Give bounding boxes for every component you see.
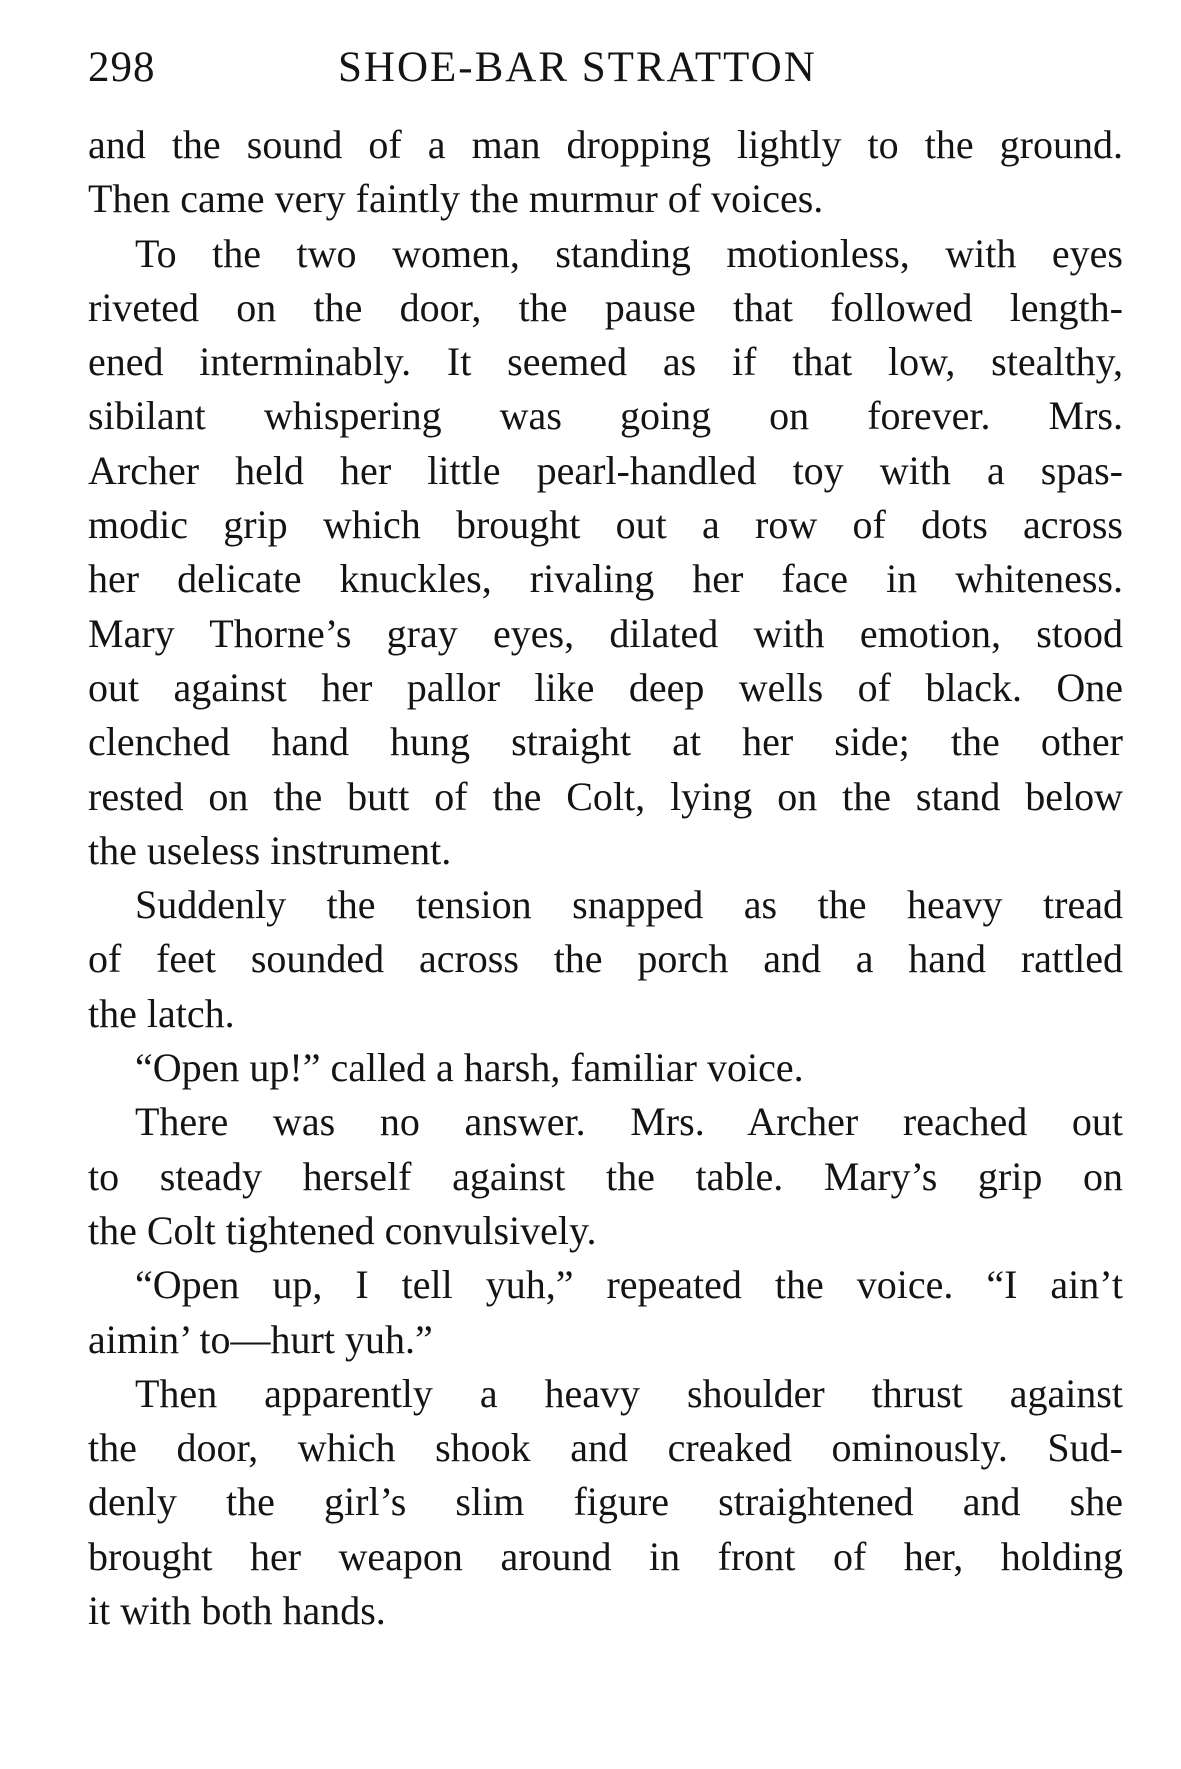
- paragraph: [88, 1367, 1123, 1638]
- text-line: of feet sounded across the porch and a hand rattled: [88, 936, 1123, 982]
- text-line: clenched hand hung straight at her side; the other: [88, 719, 1123, 765]
- text-line: There was no answer. Mrs. Archer reached out: [135, 1099, 1123, 1145]
- text-line: Then came very faintly the murmur of voices.: [88, 176, 824, 222]
- text-line: the latch.: [88, 990, 235, 1036]
- paragraph: [88, 118, 1123, 227]
- paragraph: [88, 1258, 1123, 1367]
- text-line: Then apparently a heavy shoulder thrust against: [135, 1370, 1123, 1416]
- paragraph: [88, 227, 1123, 879]
- text-line: and the sound of a man dropping lightly to the ground.: [88, 122, 1123, 167]
- text-line: out against her pallor like deep wells of black. One: [88, 664, 1123, 710]
- text-line: denly the girl’s slim figure straightened and she: [88, 1479, 1123, 1525]
- text-line: Suddenly the tension snapped as the heavy tread: [135, 882, 1123, 928]
- running-title: SHOE-BAR STRATTON: [338, 44, 817, 91]
- running-head: [88, 38, 1123, 98]
- text-line: to steady herself against the table. Mary’s grip on: [88, 1153, 1123, 1199]
- text-line: aimin’ to—hurt yuh.”: [88, 1316, 433, 1362]
- text-line: “Open up, I tell yuh,” repeated the voice. “I ain’t: [135, 1262, 1123, 1308]
- text-line: riveted on the door, the pause that followed length-: [88, 284, 1123, 330]
- body-text: [88, 118, 1123, 1638]
- text-line: her delicate knuckles, rivaling her face in whiteness.: [88, 556, 1123, 602]
- text-line: the door, which shook and creaked ominously. Sud-: [88, 1425, 1123, 1471]
- text-line: it with both hands.: [88, 1588, 386, 1634]
- paragraph: [88, 1041, 1123, 1095]
- text-line: the useless instrument.: [88, 827, 452, 873]
- text-line: modic grip which brought out a row of dots across: [88, 502, 1123, 548]
- text-line: sibilant whispering was going on forever. Mrs.: [88, 393, 1123, 439]
- page-number: 298: [88, 44, 156, 91]
- text-line: “Open up!” called a harsh, familiar voice.: [135, 1045, 804, 1091]
- paragraph: [88, 1095, 1123, 1258]
- paragraph: [88, 878, 1123, 1041]
- text-line: brought her weapon around in front of her, holding: [88, 1533, 1123, 1579]
- text-line: the Colt tightened convulsively.: [88, 1207, 597, 1253]
- text-line: Mary Thorne’s gray eyes, dilated with emotion, stood: [88, 610, 1123, 656]
- text-line: rested on the butt of the Colt, lying on the stand below: [88, 773, 1123, 819]
- text-line: Archer held her little pearl-handled toy with a spas-: [88, 447, 1123, 493]
- text-line: To the two women, standing motionless, with eyes: [135, 230, 1123, 276]
- text-line: ened interminably. It seemed as if that low, stealthy,: [88, 339, 1123, 385]
